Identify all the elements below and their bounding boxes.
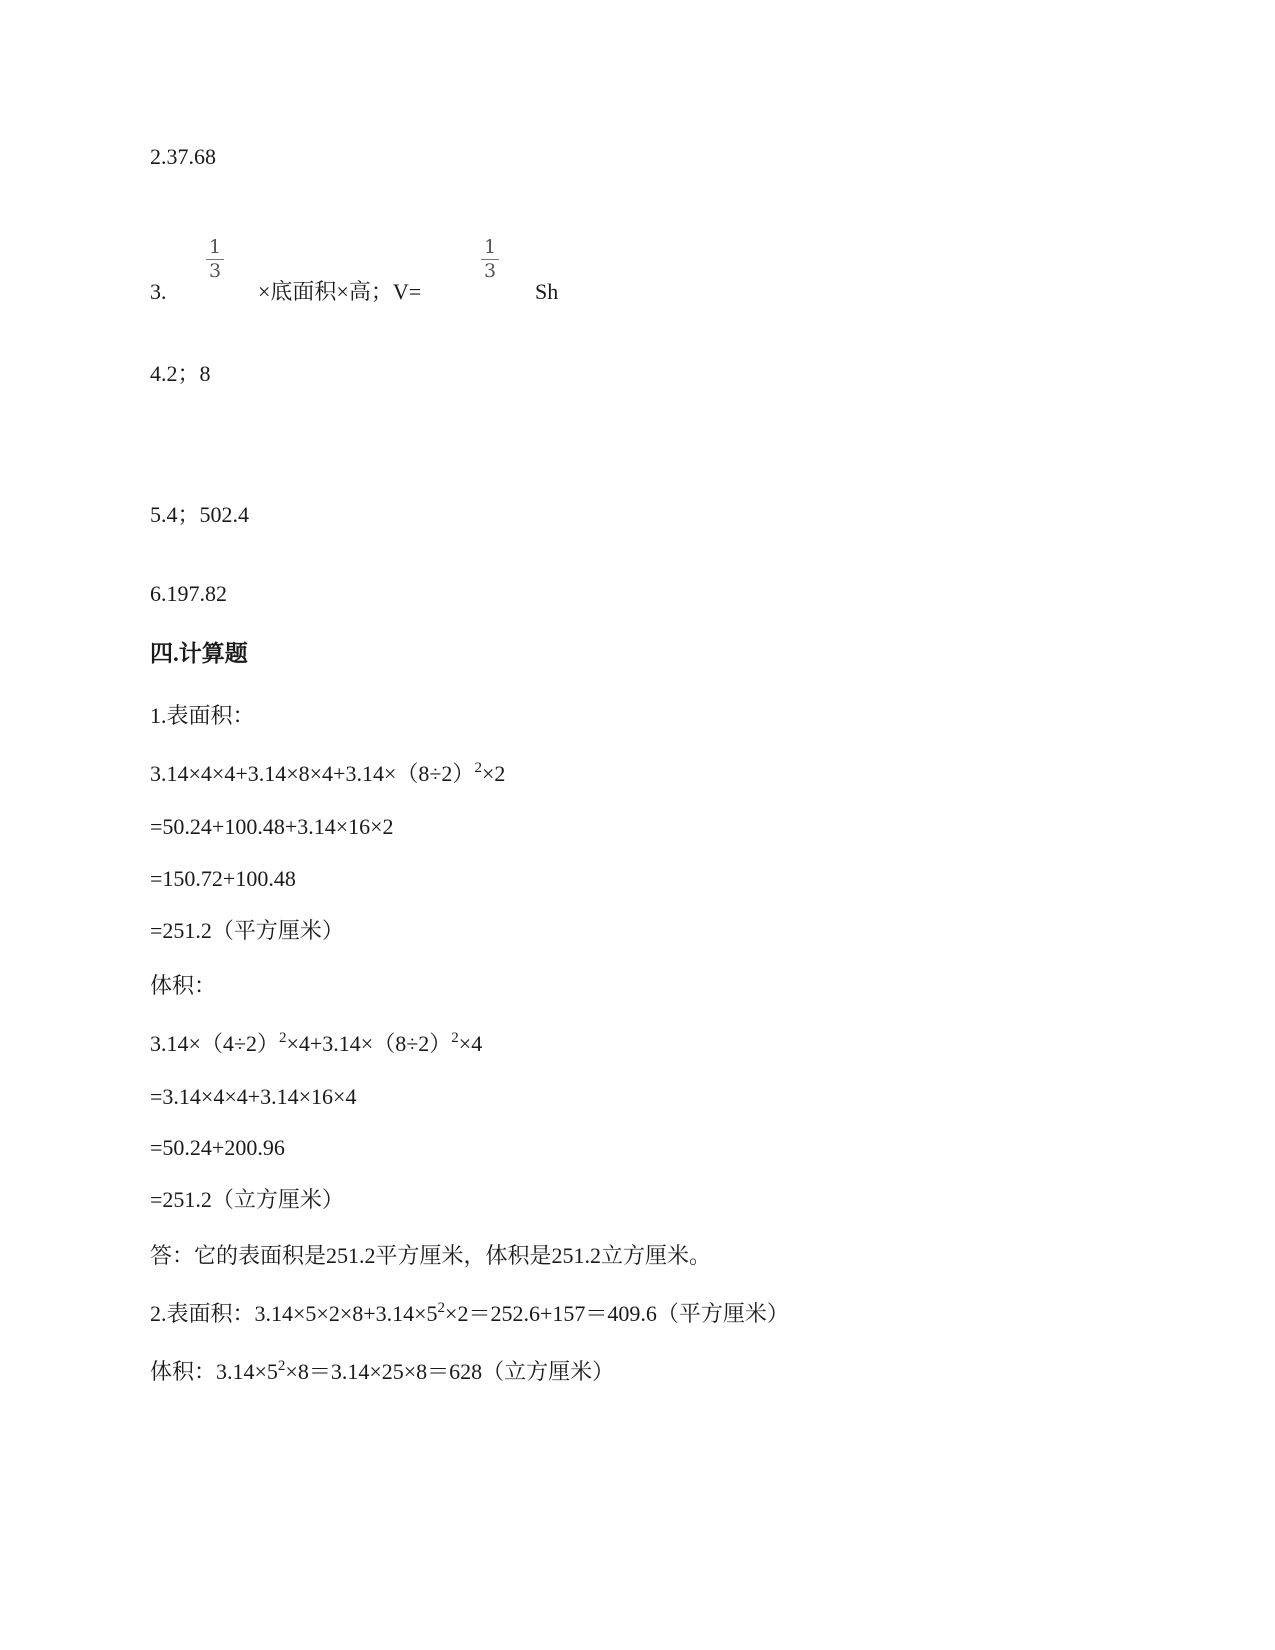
answer-3-middle: ×底面积×高；V= [258,279,422,304]
q2-volume [150,1358,614,1386]
exponent: 2 [277,1358,286,1374]
q1-surface-line-3: =150.72+100.48 [150,866,296,891]
q1-volume-line-3: =50.24+200.96 [150,1135,285,1160]
q1-volume-line-1 [150,1030,482,1058]
expr-part: ×4 [458,1031,483,1056]
expr-part: 2.表面积：3.14×5×2×8+3.14×5 [150,1301,438,1326]
answer-4: 4.2；8 [150,361,211,386]
expr-part: ×8＝3.14×25×8＝628（立方厘米） [285,1359,615,1384]
answer-3-suffix: Sh [535,279,559,304]
q1-surface-line-2: =50.24+100.48+3.14×16×2 [150,814,394,839]
exponent: 2 [278,1030,287,1046]
fraction-one-third-1 [203,236,227,282]
expr-part: 3.14×（4÷2） [150,1031,279,1056]
q1-surface-line-1 [150,760,505,788]
fraction-denominator: 3 [483,260,497,282]
exponent: 2 [451,1030,459,1046]
answer-6: 6.197.82 [150,581,227,606]
q1-label: 1.表面积： [150,703,255,728]
q1-surface-line-4: =251.2（平方厘米） [150,918,344,943]
q1-volume-line-4: =251.2（立方厘米） [150,1187,344,1212]
fraction-numerator: 1 [483,236,497,258]
expr-part: ×2＝252.6+157＝409.6（平方厘米） [445,1301,789,1326]
fraction-one-third-2 [478,236,502,282]
expr-part: ×2 [481,761,506,786]
exponent: 2 [437,1300,446,1316]
q1-volume-label: 体积： [150,973,217,998]
q2-surface [150,1300,789,1328]
answer-2: 2.37.68 [150,144,216,169]
q1-answer: 答：它的表面积是251.2平方厘米，体积是251.2立方厘米。 [150,1243,712,1268]
expr-part: 3.14×4×4+3.14×8×4+3.14×（8÷2） [150,761,475,786]
fraction-numerator: 1 [208,236,222,258]
expr-part: 体积：3.14×5 [150,1359,278,1384]
expr-part: ×4+3.14×（8÷2） [286,1031,452,1056]
q1-volume-line-2: =3.14×4×4+3.14×16×4 [150,1084,357,1109]
fraction-denominator: 3 [208,260,222,282]
answer-3-prefix: 3. [150,279,167,304]
section-heading: 四.计算题 [150,641,248,666]
answer-5: 5.4；502.4 [150,502,250,527]
exponent: 2 [474,760,482,776]
